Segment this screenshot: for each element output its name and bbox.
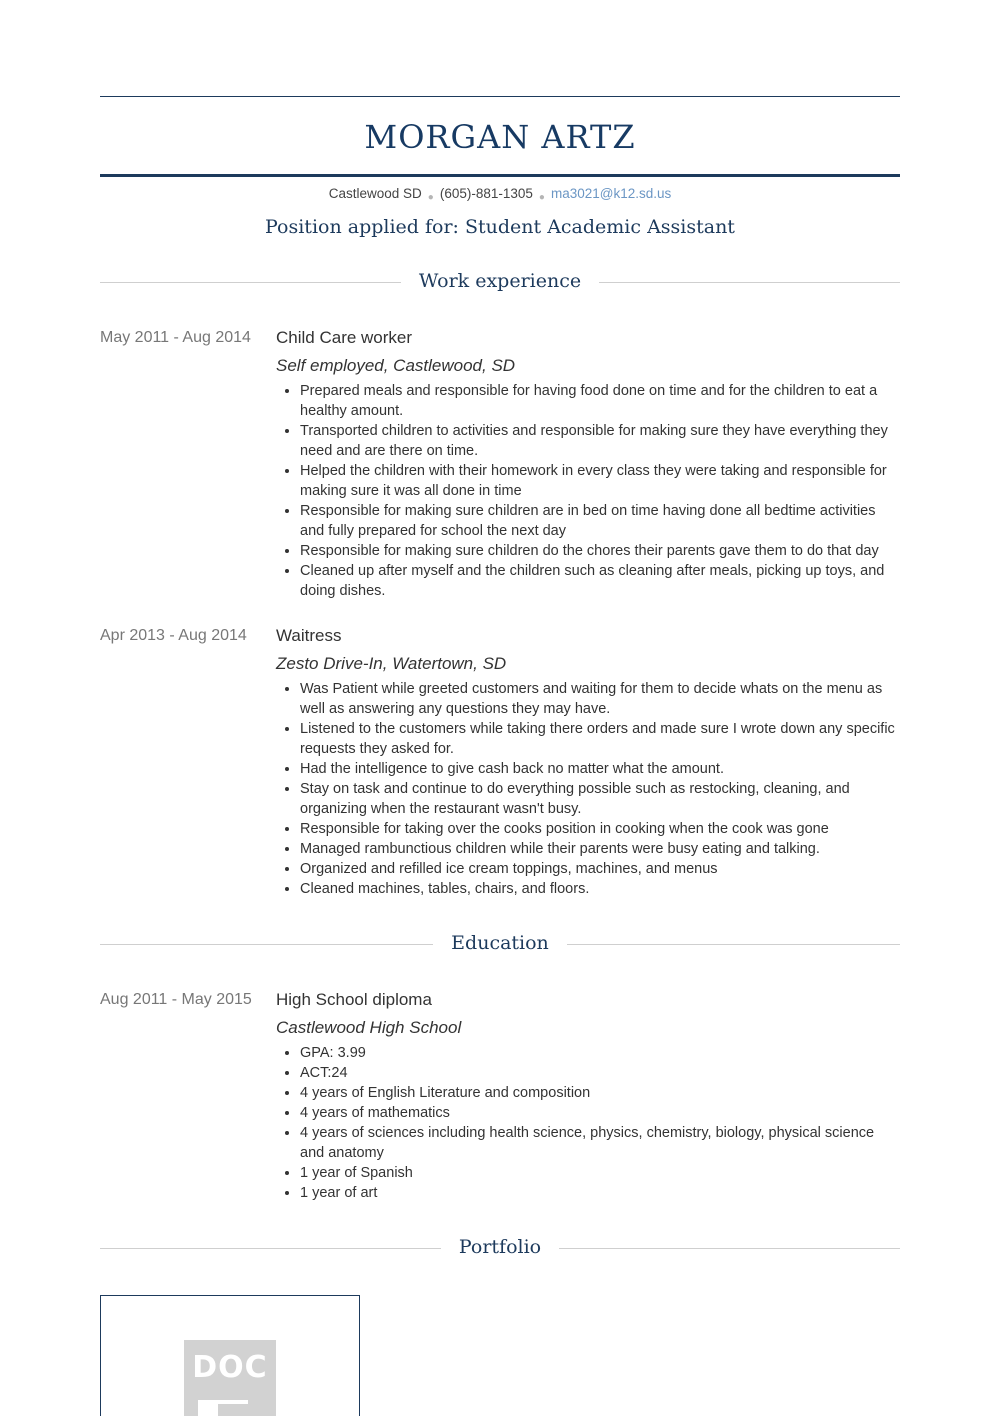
list-item: • Cleaned up after myself and the children such as cleaning after meals, picking up toys, and doing dishes. <box>300 561 900 601</box>
list-item: • Transported children to activities and responsible for making sure they have everything they need and are there on time. <box>300 421 900 461</box>
list-item: • 4 years of English Literature and composition <box>300 1083 900 1103</box>
education-entry-high-school <box>100 989 900 1203</box>
list-item: • Responsible for taking over the cooks position in cooking when the cook was gone <box>300 819 900 839</box>
contact-phone: (605)-881-1305 <box>439 186 533 201</box>
contact-location: Castlewood SD <box>328 186 422 201</box>
list-item: • Had the intelligence to give cash back no matter what the amount. <box>300 759 900 779</box>
document-icon-label: DOC <box>192 1350 268 1385</box>
list-item: • Responsible for making sure children do the chores their parents gave them to do that day <box>300 541 900 561</box>
entry-organization: Castlewood High School <box>276 1018 462 1037</box>
section-title-work: Work experience <box>401 269 599 293</box>
portfolio-item-card[interactable] <box>100 1295 360 1416</box>
list-item: • Organized and refilled ice cream toppings, machines, and menus <box>300 859 900 879</box>
list-item: • Was Patient while greeted customers and waiting for them to decide whats on the menu as well as answering any questions they may have. <box>300 679 900 719</box>
list-item: • 4 years of sciences including health science, physics, chemistry, biology, physical science and anatomy <box>300 1123 900 1163</box>
list-item: • Listened to the customers while taking there orders and made sure I wrote down any specific requests they asked for. <box>300 719 900 759</box>
list-item: • Prepared meals and responsible for having food done on time and for the children to eat a healthy amount. <box>300 381 900 421</box>
separator-dot: ● <box>538 192 545 203</box>
list-item: • ACT:24 <box>300 1063 900 1083</box>
contact-email-link[interactable]: ma3021@k12.sd.us <box>550 186 672 201</box>
candidate-name: MORGAN ARTZ <box>364 118 636 156</box>
list-item: • 1 year of Spanish <box>300 1163 900 1183</box>
list-item: • 4 years of mathematics <box>300 1103 900 1123</box>
top-rule <box>100 96 900 97</box>
document-icon <box>184 1340 276 1416</box>
entry-organization: Zesto Drive-In, Watertown, SD <box>276 654 507 673</box>
entry-dates: May 2011 - Aug 2014 <box>100 329 251 346</box>
position-applied: Position applied for: Student Academic Assistant <box>265 216 735 238</box>
resume-page <box>100 96 900 1416</box>
separator-dot: ● <box>427 192 434 203</box>
entry-role: Child Care worker <box>276 328 413 347</box>
education-heading <box>100 931 900 955</box>
list-item: • Helped the children with their homework in every class they were taking and responsible for making sure it was all done in time <box>300 461 900 501</box>
work-entry-child-care <box>100 327 900 601</box>
list-item: • Stay on task and continue to do everything possible such as restocking, cleaning, and organizing when the restaurant wasn't busy. <box>300 779 900 819</box>
entry-role: High School diploma <box>276 990 432 1009</box>
portfolio-heading <box>100 1235 900 1259</box>
entry-dates: Apr 2013 - Aug 2014 <box>100 627 247 644</box>
entry-bullets <box>276 679 900 899</box>
list-item: • GPA: 3.99 <box>300 1043 900 1063</box>
entry-role: Waitress <box>276 626 342 645</box>
work-entry-waitress <box>100 625 900 899</box>
list-item: • Cleaned machines, tables, chairs, and floors. <box>300 879 900 899</box>
work-experience-heading <box>100 269 900 293</box>
contact-line <box>100 185 900 205</box>
name-underline <box>100 174 900 177</box>
document-icon-line <box>198 1400 218 1416</box>
entry-bullets <box>276 381 900 601</box>
entry-organization: Self employed, Castlewood, SD <box>276 356 516 375</box>
list-item: • Managed rambunctious children while their parents were busy eating and talking. <box>300 839 900 859</box>
list-item: • Responsible for making sure children are in bed on time having done all bedtime activities and fully prepared for school the next day <box>300 501 900 541</box>
entry-dates: Aug 2011 - May 2015 <box>100 991 252 1008</box>
section-title-education: Education <box>433 931 567 955</box>
list-item: • 1 year of art <box>300 1183 900 1203</box>
entry-bullets <box>276 1043 900 1203</box>
section-title-portfolio: Portfolio <box>441 1235 559 1259</box>
